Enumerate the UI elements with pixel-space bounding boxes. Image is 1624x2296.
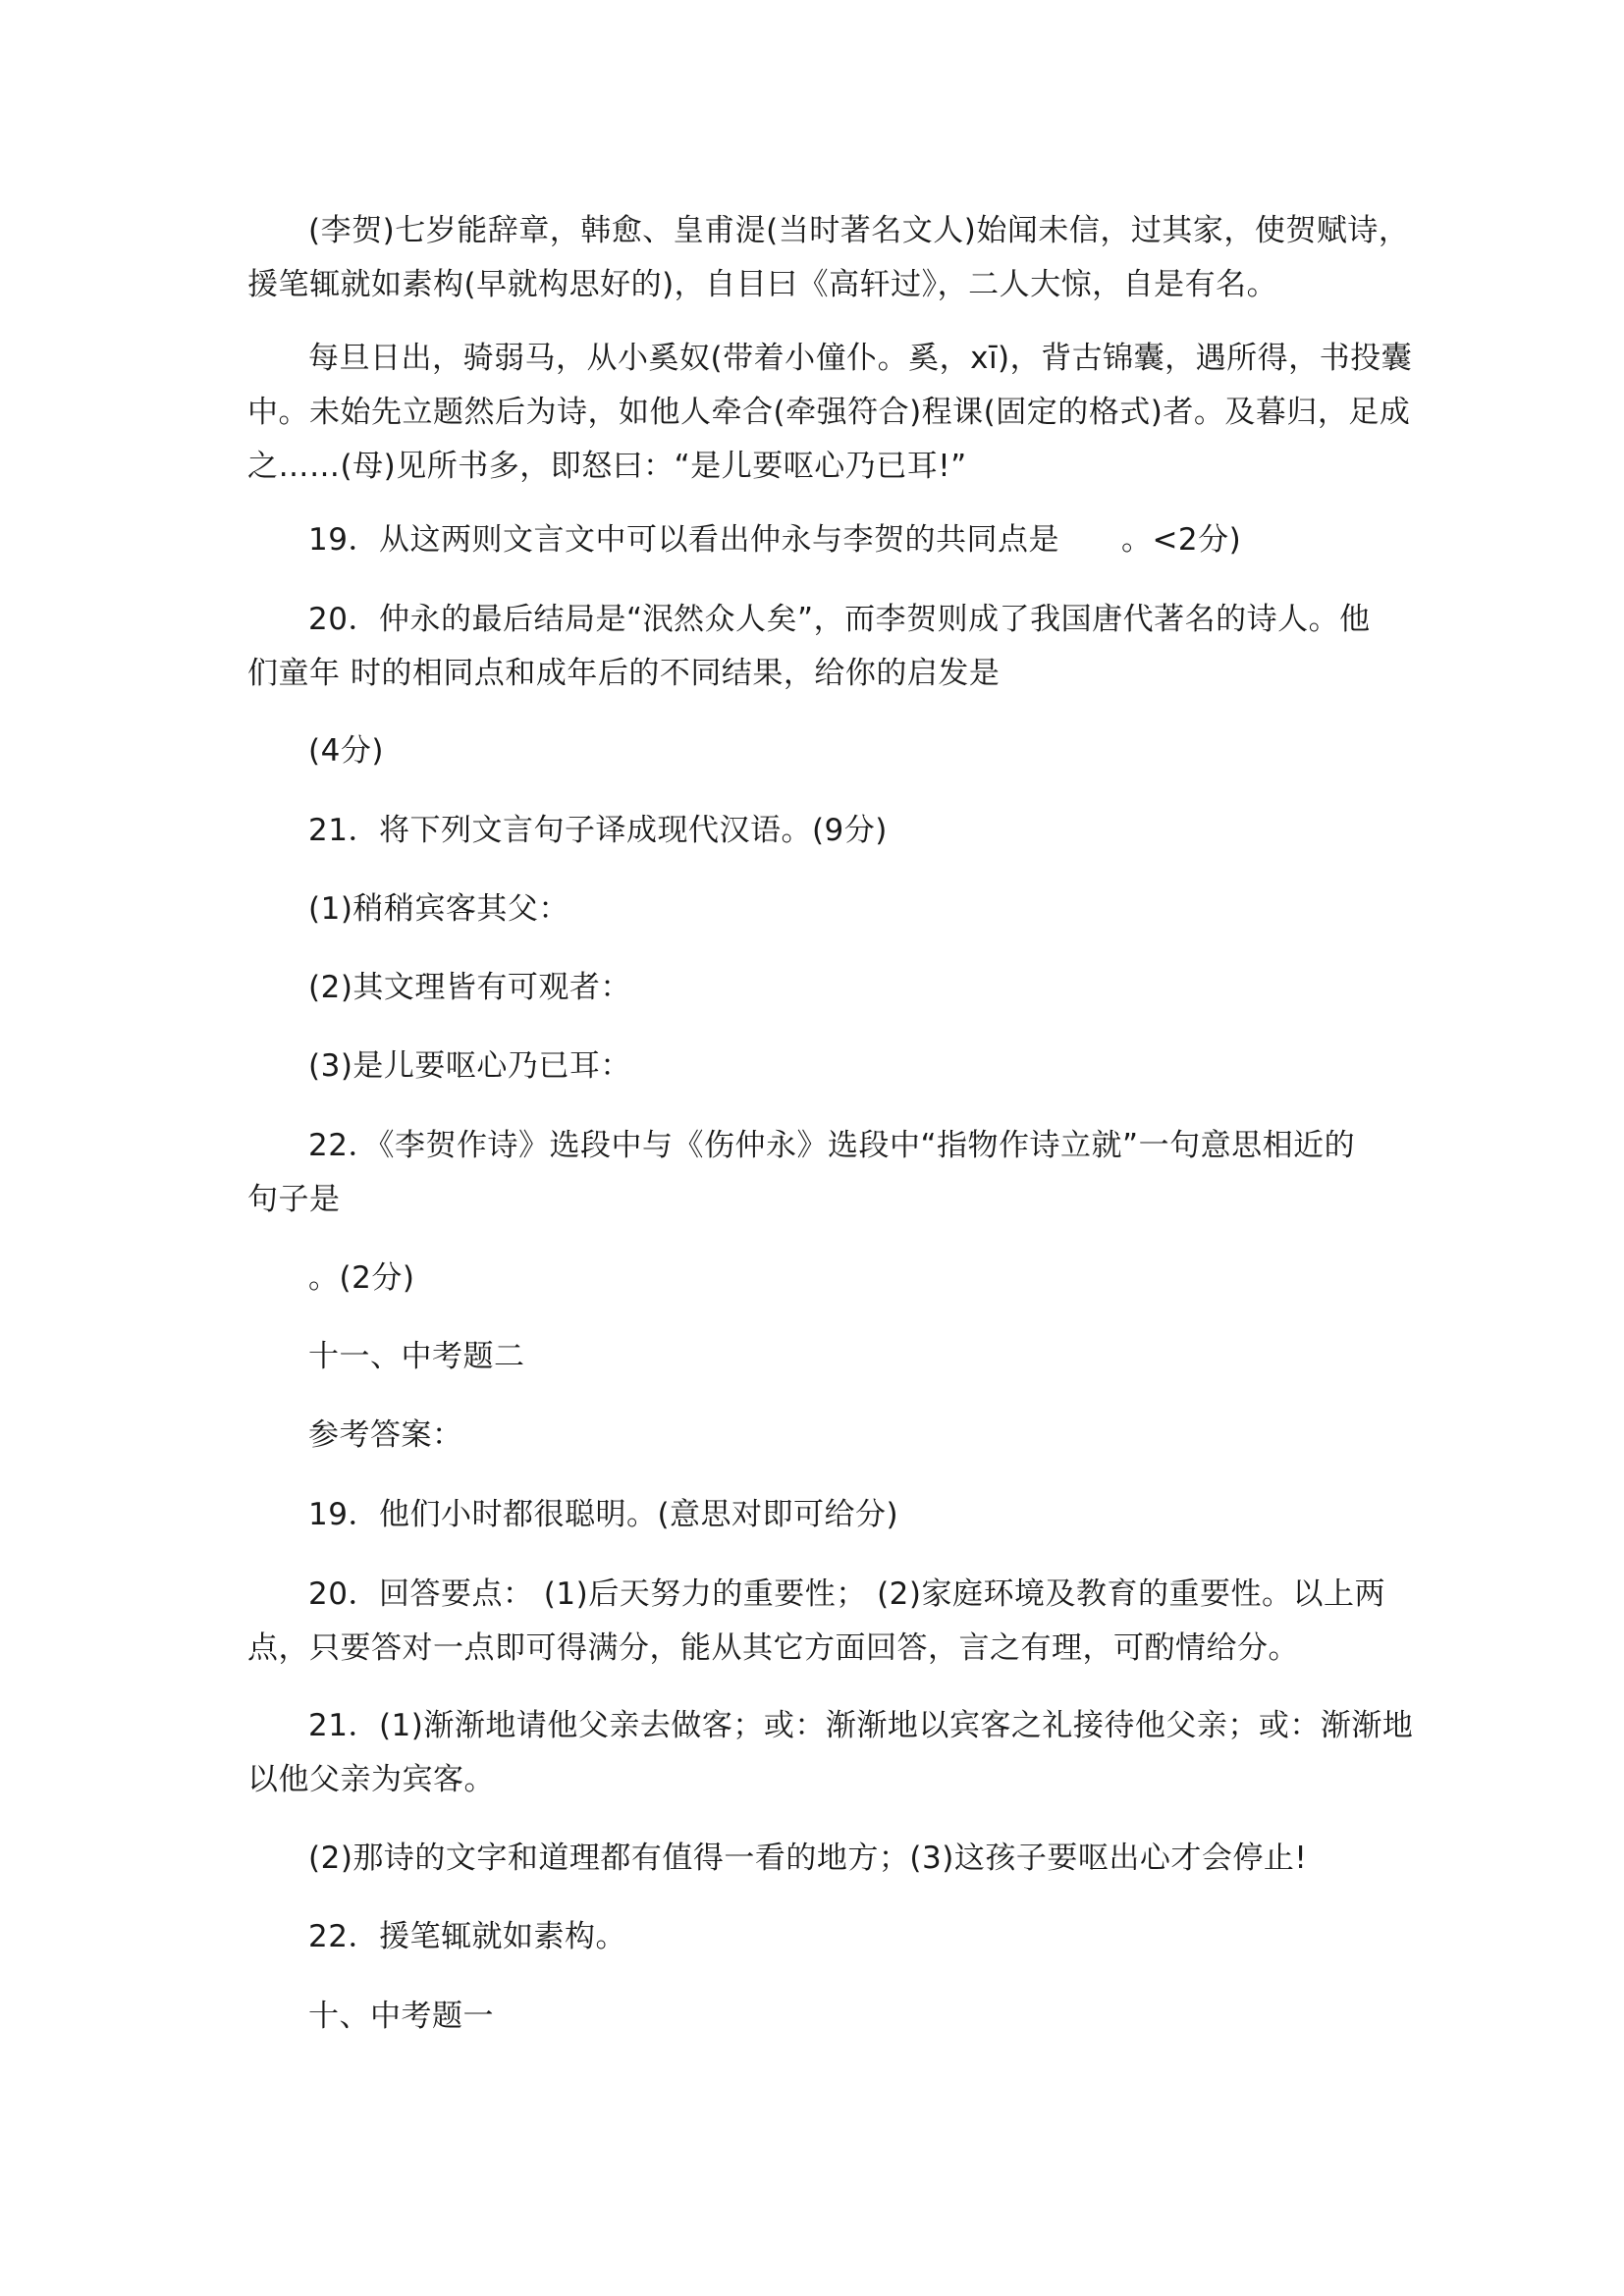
question-20-score: (4分)	[308, 733, 384, 769]
answer-21-continued: (2)那诗的文字和道理都有值得一看的地方；(3)这孩子要呕出心才会停止!	[308, 1841, 1308, 1876]
question-21-item-1: (1)稍稍宾客其父：	[308, 891, 569, 927]
text-line: 22．《李贺作诗》选段中与《伤仲永》选段中“指物作诗立就”一句意思相近的	[308, 1128, 1356, 1163]
answers-label: 参考答案：	[308, 1417, 463, 1453]
section-heading: 十一、中考题二	[308, 1339, 525, 1374]
question-21-item-3: (3)是儿要呕心乃已耳：	[308, 1048, 631, 1084]
question-19: 19．从这两则文言文中可以看出仲永与李贺的共同点是 。<2分)	[308, 522, 1242, 558]
question-21: 21．将下列文言句子译成现代汉语。(9分)	[308, 813, 888, 848]
question-20	[247, 593, 1386, 701]
answer-19: 19．他们小时都很聪明。(意思对即可给分)	[308, 1497, 899, 1532]
answer-21	[247, 1699, 1414, 1807]
question-22-score: 。(2分)	[308, 1260, 415, 1296]
text-line: 以他父亲为宾客。	[247, 1762, 495, 1797]
question-22	[247, 1119, 1386, 1227]
text-line: 之……(母)见所书多，即怒曰：“是儿要呕心乃已耳!”	[247, 449, 967, 484]
question-21-item-2: (2)其文理皆有可观者：	[308, 970, 631, 1005]
answer-22: 22．援笔辄就如素构。	[308, 1919, 626, 1954]
text-line: 中。未始先立题然后为诗，如他人牵合(牵强符合)程课(固定的格式)者。及暮归，足成	[247, 395, 1411, 430]
text-line: (李贺)七岁能辞章，韩愈、皇甫湜(当时著名文人)始闻未信，过其家，使贺赋诗，	[308, 213, 1410, 248]
text-line: 句子是	[247, 1182, 341, 1217]
passage-li-he-early-talent	[247, 204, 1410, 312]
text-line: 每旦日出，骑弱马，从小奚奴(带着小僮仆。奚，xī)，背古锦囊，遇所得，书投囊	[308, 341, 1413, 376]
text-line: 20．仲永的最后结局是“泯然众人矣”，而李贺则成了我国唐代著名的诗人。他	[308, 602, 1371, 637]
text-line: 们童年 时的相同点和成年后的不同结果，给你的启发是	[247, 656, 1001, 691]
answer-20	[247, 1568, 1386, 1676]
text-line: 20．回答要点： (1)后天努力的重要性； (2)家庭环境及教育的重要性。以上两	[308, 1576, 1385, 1612]
text-line: 点，只要答对一点即可得满分，能从其它方面回答，言之有理，可酌情给分。	[247, 1630, 1299, 1666]
text-line: 援笔辄就如素构(早就构思好的)，自目曰《高轩过》，二人大惊，自是有名。	[247, 267, 1278, 302]
text-line: 21．(1)渐渐地请他父亲去做客；或：渐渐地以宾客之礼接待他父亲；或：渐渐地	[308, 1708, 1414, 1743]
passage-li-he-daily-practice	[247, 332, 1413, 494]
next-section-heading: 十、中考题一	[308, 1999, 494, 2034]
